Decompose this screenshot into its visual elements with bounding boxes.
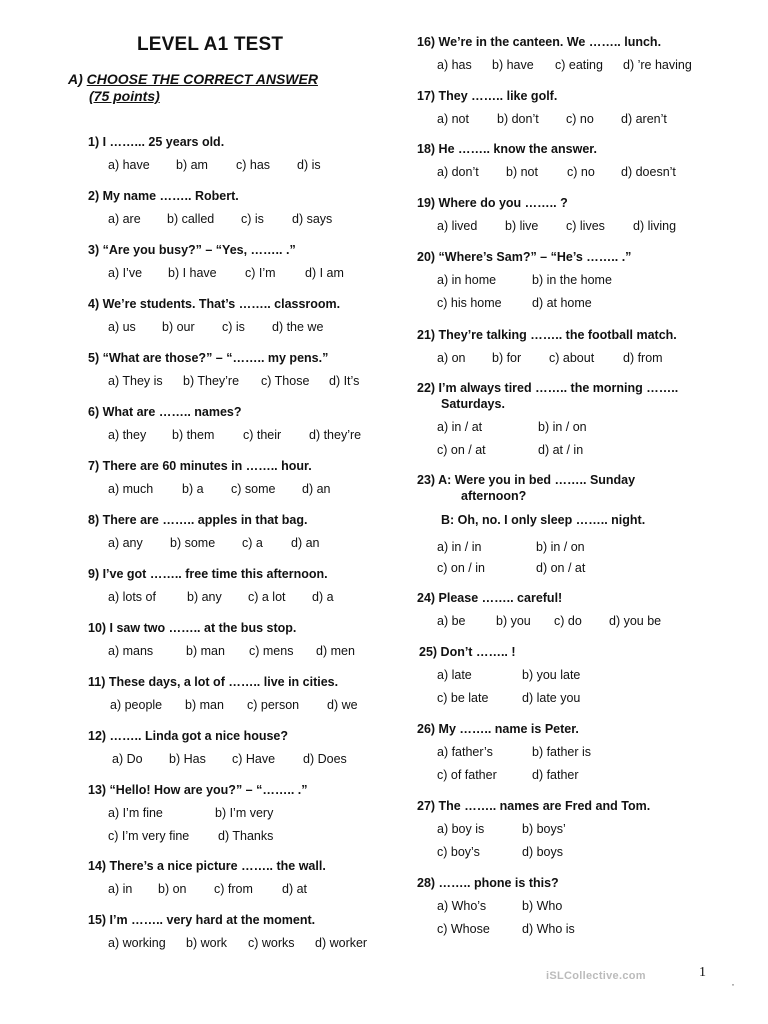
option-28d[interactable]: d) Who is (522, 922, 575, 936)
option-10c[interactable]: c) mens (249, 644, 294, 658)
option-4a[interactable]: a) us (108, 320, 136, 334)
footer-dot: · (731, 977, 735, 991)
option-5a[interactable]: a) They is (108, 374, 163, 388)
question-10: 10) I saw two …….. at the bus stop. (88, 621, 297, 635)
question-19: 19) Where do you …….. ? (417, 196, 568, 210)
option-10a[interactable]: a) mans (108, 644, 154, 658)
option-13b[interactable]: b) I’m very (215, 806, 274, 820)
option-27d[interactable]: d) boys (522, 845, 563, 859)
option-6d[interactable]: d) they’re (309, 428, 362, 442)
watermark-logo: iSLCollective.com (546, 970, 646, 982)
option-27b[interactable]: b) boys’ (522, 822, 566, 836)
question-24: 24) Please …….. careful! (417, 591, 563, 605)
question-12: 12) …….. Linda got a nice house? (88, 729, 289, 743)
option-24a[interactable]: a) be (437, 614, 466, 628)
option-8d[interactable]: d) an (291, 536, 320, 550)
question-8: 8) There are …….. apples in that bag. (88, 513, 308, 527)
option-9b[interactable]: b) any (187, 590, 222, 604)
option-5b[interactable]: b) They’re (183, 374, 240, 388)
option-12d[interactable]: d) Does (303, 752, 347, 766)
option-16a[interactable]: a) has (437, 58, 472, 72)
option-1d[interactable]: d) is (297, 158, 321, 172)
option-17d[interactable]: d) aren’t (621, 112, 667, 126)
question-23-part-b: B: Oh, no. I only sleep …….. night. (441, 513, 646, 527)
option-21b[interactable]: b) for (492, 351, 522, 365)
section-heading (68, 71, 318, 105)
option-8b[interactable]: b) some (170, 536, 216, 550)
option-13d[interactable]: d) Thanks (218, 829, 274, 843)
option-7a[interactable]: a) much (108, 482, 154, 496)
question-28: 28) …….. phone is this? (417, 876, 559, 890)
option-18a[interactable]: a) don’t (437, 165, 479, 179)
option-20b[interactable]: b) in the home (532, 273, 612, 287)
option-11d[interactable]: d) we (327, 698, 358, 712)
question-2: 2) My name …….. Robert. (88, 189, 239, 203)
option-26b[interactable]: b) father is (532, 745, 592, 759)
option-26c[interactable]: c) of father (437, 768, 497, 782)
question-23: 23) A: Were you in bed …….. Sunday (417, 473, 636, 487)
option-23a[interactable]: a) in / in (437, 540, 482, 554)
option-17b[interactable]: b) don’t (497, 112, 539, 126)
option-27c[interactable]: c) boy’s (437, 845, 480, 859)
section-prefix: A) (68, 71, 87, 87)
option-2b[interactable]: b) called (167, 212, 215, 226)
option-15b[interactable]: b) work (186, 936, 227, 950)
option-28c[interactable]: c) Whose (437, 922, 490, 936)
option-24c[interactable]: c) do (554, 614, 582, 628)
question-1: 1) I ……... 25 years old. (88, 135, 225, 149)
option-9a[interactable]: a) lots of (108, 590, 156, 604)
option-1c[interactable]: c) has (236, 158, 271, 172)
option-22a[interactable]: a) in / at (437, 420, 483, 434)
question-9: 9) I’ve got …….. free time this afternoon. (88, 567, 328, 581)
question-11: 11) These days, a lot of …….. live in cities. (88, 675, 339, 689)
option-21d[interactable]: d) from (623, 351, 663, 365)
option-3b[interactable]: b) I have (168, 266, 217, 280)
option-16b[interactable]: b) have (492, 58, 534, 72)
option-2c[interactable]: c) is (241, 212, 264, 226)
option-17a[interactable]: a) not (437, 112, 469, 126)
option-23b[interactable]: b) in / on (536, 540, 585, 554)
question-7: 7) There are 60 minutes in …….. hour. (88, 459, 312, 473)
option-6a[interactable]: a) they (108, 428, 147, 442)
question-26: 26) My …….. name is Peter. (417, 722, 579, 736)
option-9c[interactable]: c) a lot (248, 590, 286, 604)
option-2a[interactable]: a) are (108, 212, 141, 226)
option-23c[interactable]: c) on / in (437, 561, 485, 575)
option-14b[interactable]: b) on (158, 882, 187, 896)
option-14d[interactable]: d) at (282, 882, 308, 896)
option-5d[interactable]: d) It’s (329, 374, 360, 388)
option-8c[interactable]: c) a (242, 536, 263, 550)
page-title: LEVEL A1 TEST (137, 34, 284, 55)
question-5: 5) “What are those?” – “…….. my pens.” (88, 351, 329, 365)
option-18d[interactable]: d) doesn’t (621, 165, 676, 179)
question-22: 22) I’m always tired …….. the morning …….. (417, 381, 679, 395)
option-22b[interactable]: b) in / on (538, 420, 587, 434)
option-7b[interactable]: b) a (182, 482, 204, 496)
option-12b[interactable]: b) Has (169, 752, 206, 766)
question-17: 17) They …….. like golf. (417, 89, 558, 103)
option-7c[interactable]: c) some (231, 482, 276, 496)
section-title: CHOOSE THE CORRECT ANSWER (86, 71, 318, 87)
page-number: 1 (699, 965, 706, 980)
option-12a[interactable]: a) Do (112, 752, 143, 766)
option-12c[interactable]: c) Have (232, 752, 276, 766)
option-2d[interactable]: d) says (292, 212, 333, 226)
question-16: 16) We’re in the canteen. We …….. lunch. (417, 35, 662, 49)
option-14c[interactable]: c) from (214, 882, 253, 896)
section-points: (75 points) (89, 88, 160, 104)
option-10b[interactable]: b) man (186, 644, 225, 658)
option-13a[interactable]: a) I’m fine (108, 806, 163, 820)
option-22d[interactable]: d) at / in (538, 443, 584, 457)
option-10d[interactable]: d) men (316, 644, 355, 658)
option-21c[interactable]: c) about (549, 351, 595, 365)
option-18b[interactable]: b) not (506, 165, 538, 179)
question-13: 13) “Hello! How are you?” – “…….. .” (88, 783, 308, 797)
option-19b[interactable]: b) live (505, 219, 539, 233)
option-26d[interactable]: d) father (532, 768, 579, 782)
option-1b[interactable]: b) am (176, 158, 208, 172)
option-3d[interactable]: d) I am (305, 266, 344, 280)
option-8a[interactable]: a) any (108, 536, 143, 550)
question-18: 18) He …….. know the answer. (417, 142, 597, 156)
option-11a[interactable]: a) people (110, 698, 163, 712)
option-4c[interactable]: c) is (222, 320, 245, 334)
option-17c[interactable]: c) no (566, 112, 594, 126)
option-9d[interactable]: d) a (312, 590, 334, 604)
option-20c[interactable]: c) his home (437, 296, 502, 310)
option-25a[interactable]: a) late (437, 668, 472, 682)
option-1a[interactable]: a) have (108, 158, 150, 172)
option-11c[interactable]: c) person (247, 698, 300, 712)
option-25d[interactable]: d) late you (522, 691, 581, 705)
option-23d[interactable]: d) on / at (536, 561, 586, 575)
option-3c[interactable]: c) I’m (245, 266, 276, 280)
option-28a[interactable]: a) Who’s (437, 899, 487, 913)
option-24d[interactable]: d) you be (609, 614, 662, 628)
option-20d[interactable]: d) at home (532, 296, 592, 310)
question-14: 14) There’s a nice picture …….. the wall. (88, 859, 326, 873)
option-27a[interactable]: a) boy is (437, 822, 485, 836)
option-7d[interactable]: d) an (302, 482, 331, 496)
option-25c[interactable]: c) be late (437, 691, 489, 705)
option-6b[interactable]: b) them (172, 428, 215, 442)
option-16c[interactable]: c) eating (555, 58, 603, 72)
option-18c[interactable]: c) no (567, 165, 595, 179)
option-19d[interactable]: d) living (633, 219, 677, 233)
option-22c[interactable]: c) on / at (437, 443, 486, 457)
question-23-cont: afternoon? (461, 489, 527, 503)
option-26a[interactable]: a) father’s (437, 745, 493, 759)
question-21: 21) They’re talking …….. the football match. (417, 328, 677, 342)
option-14a[interactable]: a) in (108, 882, 133, 896)
option-19c[interactable]: c) lives (566, 219, 605, 233)
option-21a[interactable]: a) on (437, 351, 466, 365)
option-4b[interactable]: b) our (162, 320, 195, 334)
question-4: 4) We’re students. That’s …….. classroom. (88, 297, 341, 311)
option-11b[interactable]: b) man (185, 698, 224, 712)
option-4d[interactable]: d) the we (272, 320, 324, 334)
option-6c[interactable]: c) their (243, 428, 282, 442)
option-28b[interactable]: b) Who (522, 899, 563, 913)
question-27: 27) The …….. names are Fred and Tom. (417, 799, 651, 813)
option-24b[interactable]: b) you (496, 614, 531, 628)
option-16d[interactable]: d) ’re having (623, 58, 692, 72)
question-3: 3) “Are you busy?” – “Yes, …….. .” (88, 243, 296, 257)
option-13c[interactable]: c) I’m very fine (108, 829, 190, 843)
option-15c[interactable]: c) works (248, 936, 295, 950)
option-15a[interactable]: a) working (108, 936, 166, 950)
option-19a[interactable]: a) lived (437, 219, 478, 233)
question-15: 15) I’m …….. very hard at the moment. (88, 913, 316, 927)
option-3a[interactable]: a) I’ve (108, 266, 143, 280)
option-15d[interactable]: d) worker (315, 936, 368, 950)
question-6: 6) What are …….. names? (88, 405, 242, 419)
option-25b[interactable]: b) you late (522, 668, 581, 682)
option-5c[interactable]: c) Those (261, 374, 310, 388)
question-22-cont: Saturdays. (441, 397, 505, 411)
question-25: 25) Don’t …….. ! (419, 645, 516, 659)
option-20a[interactable]: a) in home (437, 273, 497, 287)
question-20: 20) “Where’s Sam?” – “He’s …….. .” (417, 250, 632, 264)
